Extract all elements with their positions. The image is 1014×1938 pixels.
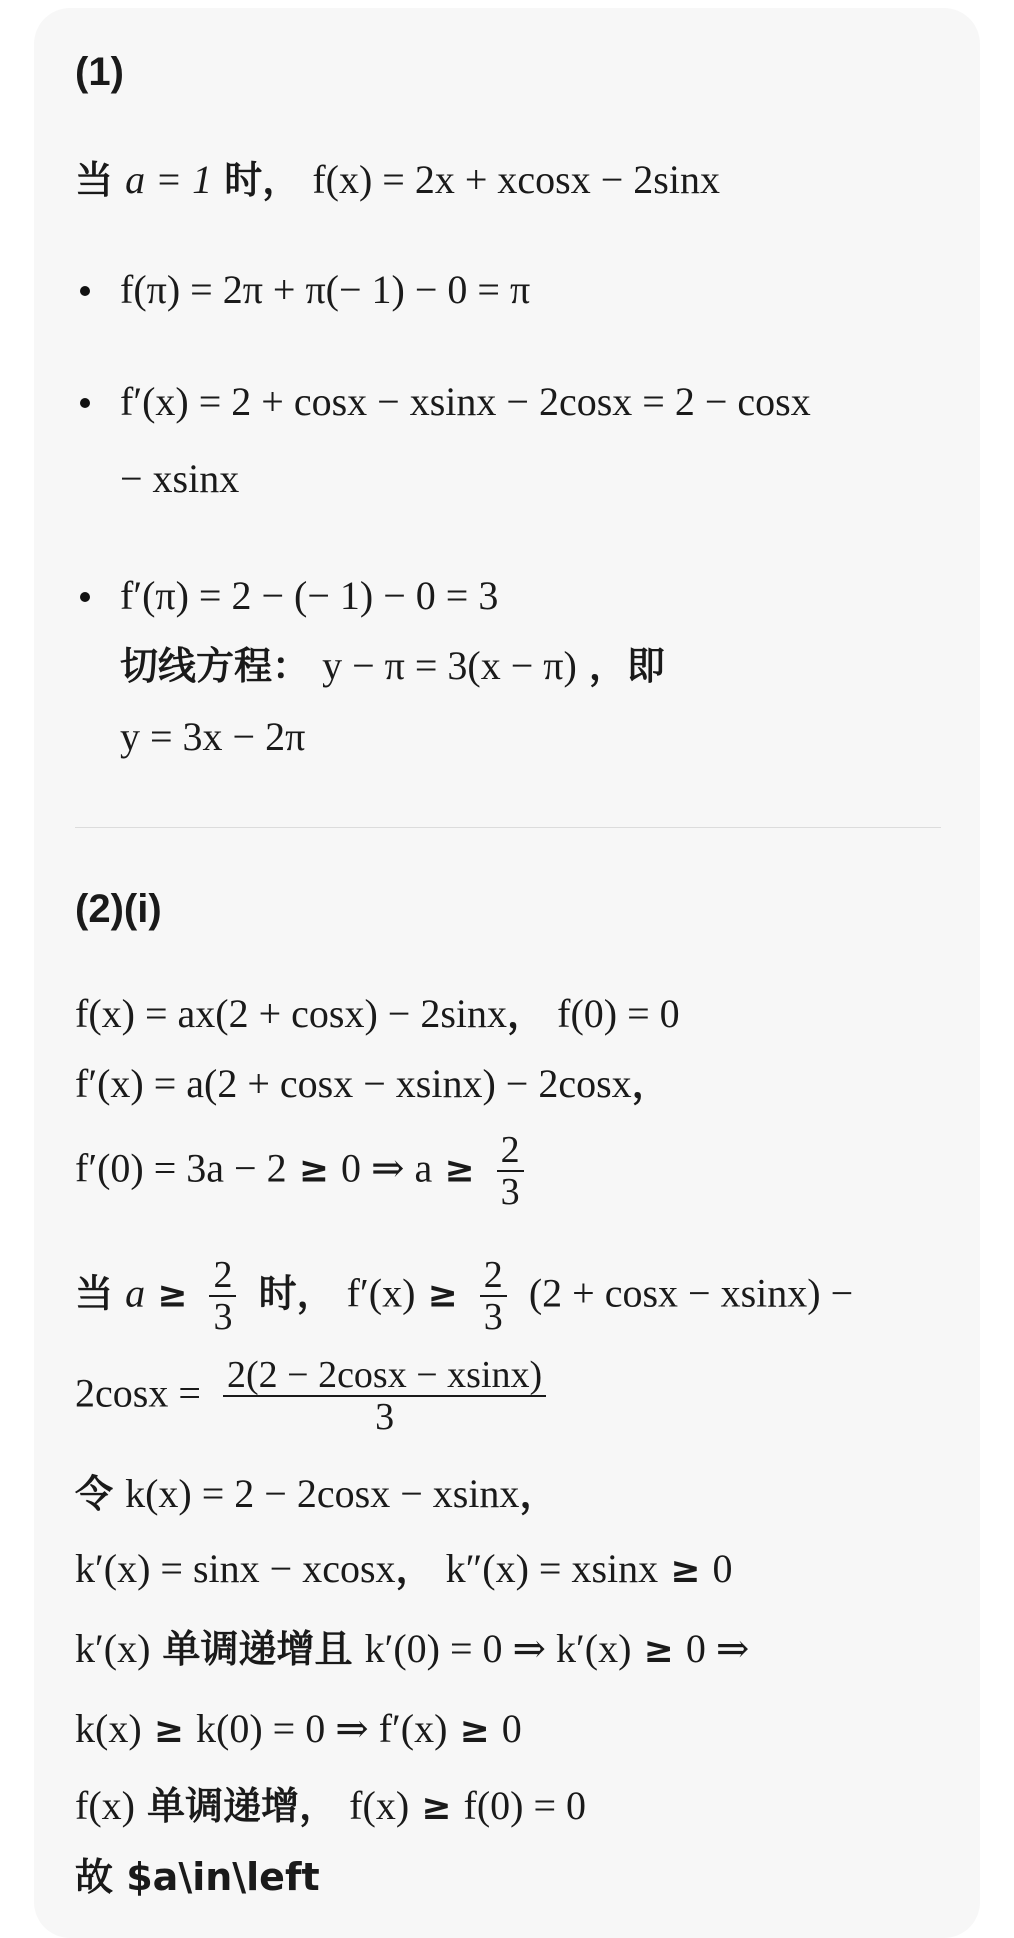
math-2cosx: 2cosx = [75, 1370, 201, 1416]
math-fprime: f′(x) = a(2 + cosx − xsinx) − 2cosx [75, 1061, 632, 1106]
math-a: a = 1 [125, 157, 213, 202]
fraction-two-thirds [480, 1255, 507, 1337]
math-kprime: k′(x) = sinx − xcosx [75, 1546, 396, 1591]
tangent-line [120, 642, 665, 690]
part2-line3 [75, 1130, 534, 1212]
cn-text: 时， [258, 1271, 335, 1316]
frac-num: 2(2 − 2cosx − xsinx) [226, 1354, 543, 1396]
cn-text: 单调递增， [147, 1784, 338, 1828]
geq-symbol: ≥ [298, 1149, 329, 1191]
math-k0-implies: k(0) = 0 ⇒ f′(x) [196, 1706, 448, 1751]
math-a: a [125, 1270, 146, 1316]
geq-symbol: ≥ [157, 1274, 188, 1316]
math-fx-def: f(x) = 2x + xcosx − 2sinx [312, 157, 720, 202]
math-zero: 0 [712, 1546, 733, 1591]
tangent-suffix: ，即 [588, 644, 665, 688]
part2-line2 [75, 1060, 670, 1108]
part2-line9 [75, 1705, 522, 1755]
math-kprime-implies: k′(0) = 0 ⇒ k′(x) [364, 1626, 632, 1671]
part2-heading: (2)(i) [75, 887, 162, 931]
bullet-dot [80, 592, 90, 602]
cn-text: 单调递增且 [162, 1627, 353, 1671]
part2-line11-raw: 故 $a\in\left [75, 1855, 320, 1899]
math-kx: k(x) [75, 1706, 142, 1751]
math-kprime: k′(x) [75, 1626, 151, 1671]
math-zero: 0 [501, 1706, 522, 1751]
cn-text: 令 [75, 1472, 114, 1516]
geq-symbol: ≥ [153, 1710, 184, 1751]
math-f0: f(0) = 0 [463, 1783, 587, 1828]
frac-num: 2 [213, 1254, 233, 1296]
part2-line10 [75, 1782, 586, 1832]
geq-symbol: ≥ [670, 1550, 701, 1591]
geq-symbol: ≥ [459, 1710, 490, 1751]
section-divider [75, 827, 941, 828]
sep: ， [519, 1472, 558, 1516]
part1-line1 [75, 156, 720, 204]
bullet-dot [80, 398, 90, 408]
math-fprime: f′(x) [346, 1270, 416, 1316]
frac-den: 3 [209, 1295, 236, 1337]
sep: ， [507, 992, 546, 1036]
cn-text: 当 [75, 1271, 114, 1316]
part1-heading: (1) [75, 50, 124, 94]
math-implies-a: 0 ⇒ a [340, 1145, 433, 1191]
math-kx-def: k(x) = 2 − 2cosx − xsinx [125, 1471, 520, 1516]
bullet-dot [80, 286, 90, 296]
part2-line6 [75, 1470, 557, 1518]
math-fx: f(x) [349, 1783, 410, 1828]
math-kdoubleprime: k″(x) = xsinx [445, 1546, 659, 1591]
frac-num: 2 [500, 1129, 520, 1171]
geq-symbol: ≥ [421, 1787, 452, 1828]
part2-line4 [75, 1255, 853, 1337]
fraction-expr [223, 1355, 546, 1437]
part2-line5 [75, 1355, 556, 1437]
bullet2-formula-line1: f′(x) = 2 + cosx − xsinx − 2cosx = 2 − cosx [120, 379, 811, 424]
frac-den: 3 [480, 1295, 507, 1337]
part2-line1 [75, 990, 680, 1038]
bullet3-formula: f′(π) = 2 − (− 1) − 0 = 3 [120, 573, 499, 618]
fraction-two-thirds [209, 1255, 236, 1337]
frac-den: 3 [223, 1395, 546, 1437]
tangent-result: y = 3x − 2π [120, 714, 306, 759]
part2-line8 [75, 1625, 749, 1675]
math-f0: f(0) = 0 [557, 991, 680, 1036]
sep: ， [631, 1062, 670, 1106]
sep: ， [395, 1547, 434, 1591]
geq-symbol: ≥ [643, 1630, 674, 1671]
part2-line7 [75, 1545, 733, 1595]
geq-symbol: ≥ [444, 1149, 475, 1191]
frac-den: 3 [497, 1170, 524, 1212]
math-expr: (2 + cosx − xsinx) − [528, 1270, 854, 1316]
math-fx-def: f(x) = ax(2 + cosx) − 2sinx [75, 991, 508, 1036]
math-fx: f(x) [75, 1783, 135, 1828]
math-zero-implies: 0 ⇒ [685, 1626, 750, 1671]
cn-text: 当 [75, 158, 114, 202]
math-fprime0: f′(0) = 3a − 2 [75, 1145, 287, 1191]
cn-text: 时， [224, 158, 301, 202]
bullet2-formula-line2: − xsinx [120, 456, 240, 501]
fraction-two-thirds [497, 1130, 524, 1212]
frac-num: 2 [483, 1254, 503, 1296]
tangent-formula: y − π = 3(x − π) [322, 643, 577, 688]
geq-symbol: ≥ [427, 1274, 458, 1316]
bullet1-formula: f(π) = 2π + π(− 1) − 0 = π [120, 267, 531, 312]
tangent-label: 切线方程： [120, 644, 311, 688]
